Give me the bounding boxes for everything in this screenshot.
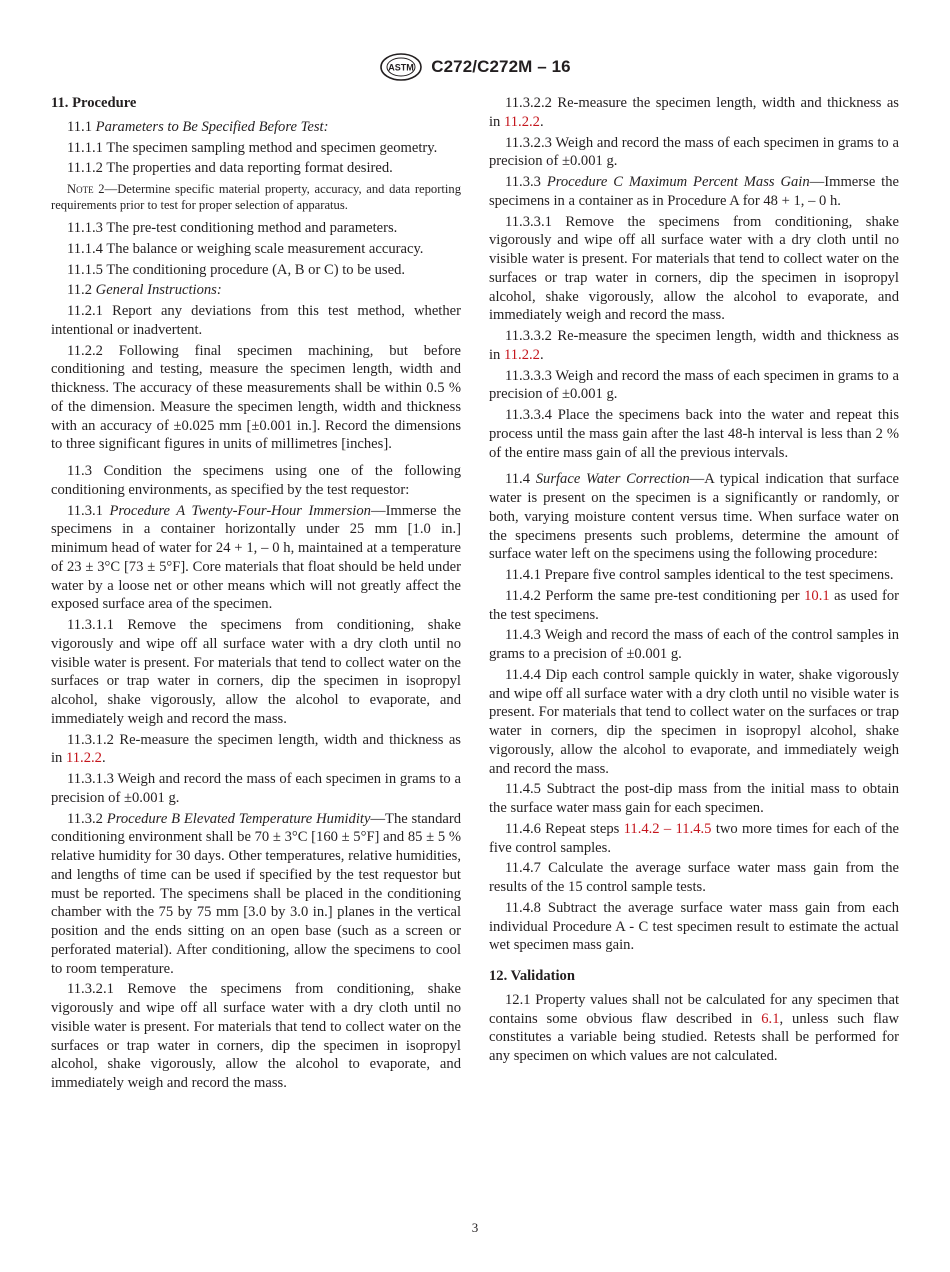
astm-logo-icon — [379, 52, 423, 82]
right-column — [489, 94, 899, 1068]
link-10-1[interactable]: 10.1 — [804, 587, 830, 604]
paragraph-11-4-8: 11.4.8 Subtract the average surface water mass gain from each individual Procedure A - C test specimen result to estimate the actual wet specimen mass gain. — [489, 899, 899, 954]
paragraph-11-3-1-3: 11.3.1.3 Weigh and record the mass of each specimen in grams to a precision of ±0.001 g. — [51, 771, 461, 806]
paragraph-11-1-3: 11.1.3 The pre-test conditioning method and parameters. — [67, 220, 398, 236]
paragraph-11-3: 11.3 Condition the specimens using one of the following conditioning environments, as specified by the test requestor: — [51, 463, 461, 498]
link-11-4-2-to-11-4-5[interactable]: 11.4.2 – 11.4.5 — [623, 820, 712, 837]
paragraph-11-1-2: 11.1.2 The properties and data reporting format desired. — [67, 160, 393, 177]
paragraph-11-4-1: 11.4.1 Prepare five control samples identical to the test specimens. — [505, 567, 894, 583]
paragraph-11-3-3-4: 11.3.3.4 Place the specimens back into the water and repeat this process until the mass gain after the last 48-h interval is less than 2 % of the entire mass gain of all the previous intervals. — [489, 407, 899, 461]
paragraph-11-4-4: 11.4.4 Dip each control sample quickly in water, shake vigorously and wipe off all surface water with a dry cloth until no visible water is present. For materials that tend to collect water on the surfaces or trap water in corners, dip the specimen in isopropyl alcohol, shake vigorously, allow the alcohol to evaporate, and immediately weigh and record the mass. — [489, 666, 899, 777]
paragraph-11-3-3-2: 11.3.3.2 Re-measure the specimen length, width and thickness as in 11.2.2. — [489, 328, 899, 363]
paragraph-11-3-2-1: 11.3.2.1 Remove the specimens from conditioning, shake vigorously and wipe off all surface water with a dry cloth until no visible water is present. For materials that tend to collect water on the surfaces or trap water in corners, dip the specimen in isopropyl alcohol, shake vigorously, allow the alcohol to evaporate, and immediately weigh and record the mass. — [51, 981, 461, 1091]
paragraph-11-4-7: 11.4.7 Calculate the average surface water mass gain from the results of the 15 control sample tests. — [489, 860, 899, 895]
note-2: Note 2—Determine specific material property, accuracy, and data reporting requirements prior to test for proper selection of apparatus. — [51, 182, 461, 212]
link-11-2-2[interactable]: 11.2.2 — [66, 750, 102, 767]
paragraph-11-3-1-1: 11.3.1.1 Remove the specimens from conditioning, shake vigorously and wipe off all surface water with a dry cloth until no visible water is present. For materials that tend to collect water on the surfaces or trap water in corners, dip the specimen in isopropyl alcohol, shake vigorously, allow the alcohol to evaporate, and immediately weigh and record the mass. — [51, 617, 461, 727]
left-column — [51, 94, 461, 1095]
paragraph-11-3-3: 11.3.3 Procedure C Maximum Percent Mass Gain—Immerse the specimens in a container as in Procedure A for 48 + 1, – 0 h. — [489, 174, 899, 209]
paragraph-11-2-2: 11.2.2 Following final specimen machining, but before conditioning and testing, measure the specimen length, width and thickness. The accuracy of these measurements shall be within 0.5 % of the dimension. Measure the specimen length, width and thickness with an accuracy of ±0.025 mm [±0.001 in.]. Record the dimensions to three significant figures in units of millimetres [inches]. — [51, 342, 461, 453]
paragraph-11-4-6: 11.4.6 Repeat steps 11.4.2 – 11.4.5 two more times for each of the five control samples. — [489, 820, 900, 856]
paragraph-11-3-2-3: 11.3.2.3 Weigh and record the mass of each specimen in grams to a precision of ±0.001 g. — [489, 134, 899, 170]
paragraph-11-3-1-2: 11.3.1.2 Re-measure the specimen length, width and thickness as in 11.2.2. — [51, 731, 461, 767]
paragraph-11-2-1: 11.2.1 Report any deviations from this test method, whether intentional or inadvertent. — [51, 303, 461, 338]
paragraph-11-3-3-1: 11.3.3.1 Remove the specimens from conditioning, shake vigorously and wipe off all surface water with a dry cloth until no visible water is present. For materials that tend to collect water on the surfaces or trap water in corners, dip the specimen in isopropyl alcohol, shake vigorously, allow the alcohol to evaporate, and immediately weigh and record the mass. — [489, 213, 899, 324]
paragraph-11-4-3: 11.4.3 Weigh and record the mass of each of the control samples in grams to a precision of ±0.001 g. — [489, 627, 899, 662]
paragraph-11-1-4: 11.1.4 The balance or weighing scale measurement accuracy. — [67, 240, 424, 257]
paragraph-11-1: 11.1 Parameters to Be Specified Before Test: — [67, 118, 329, 135]
paragraph-11-4: 11.4 Surface Water Correction—A typical indication that surface water is present on the specimen is a significantly or randomly, or both, varying moisture content versus time. When surface water on the specimens presents such problems, determine the amount of surface water left on the specimens using the following procedure: — [489, 471, 899, 563]
logo-text: ASTM — [388, 62, 414, 73]
link-11-2-2[interactable]: 11.2.2 — [504, 346, 540, 363]
paragraph-11-2: 11.2 General Instructions: — [67, 282, 222, 299]
link-11-2-2[interactable]: 11.2.2 — [504, 113, 540, 130]
paragraph-12-1: 12.1 Property values shall not be calculated for any specimen that contains some obvious flaw described in 6.1, unless such flaw constitutes a variable being studied. Retests shall be performed for any specimen on which values are not calculated. — [489, 991, 900, 1064]
paragraph-11-3-2-2: 11.3.2.2 Re-measure the specimen length, width and thickness as in 11.2.2. — [489, 95, 899, 130]
paragraph-11-3-3-3: 11.3.3.3 Weigh and record the mass of each specimen in grams to a precision of ±0.001 g. — [489, 367, 899, 403]
paragraph-11-4-5: 11.4.5 Subtract the post-dip mass from the initial mass to obtain the surface water mass gain for each specimen. — [489, 781, 899, 816]
paragraph-11-4-2: 11.4.2 Perform the same pre-test conditioning per 10.1 as used for the test specimens. — [489, 587, 899, 623]
paragraph-11-1-1: 11.1.1 The specimen sampling method and specimen geometry. — [67, 139, 438, 156]
page-number: 3 — [471, 1220, 479, 1235]
link-6-1[interactable]: 6.1 — [761, 1010, 780, 1027]
page-header — [0, 52, 950, 86]
paragraph-11-3-2: 11.3.2 Procedure B Elevated Temperature Humidity—The standard conditioning environment shall be 70 ± 3°C [160 ± 5°F] and 85 ± 5 % relative humidity for 30 days. Other temperatures, relative humidities, and lengths of time can be used if specified by the test requestor but must be reported. The specimens shall be placed in the conditioning chamber with the 75 by 75 mm [3.0 by 3.0 in.] planes in the vertical position and the ends sitting on an open base (such as a screen or perforated material). After conditioning, allow the specimens to cool to room temperature. — [51, 810, 461, 977]
paragraph-11-3-1: 11.3.1 Procedure A Twenty-Four-Hour Immersion—Immerse the specimens in a container horizontally under 25 mm [1.0 in.] minimum head of water for 24 + 1, – 0 h, maintained at a temperature of 23 ± 3°C [73 ± 5°F]. Core materials that float should be held under water by a loose net or other means which will not greatly affect the exposed surface area of the specimen. — [51, 502, 461, 613]
document-designation: C272/C272M – 16 — [431, 57, 571, 76]
section-11-heading: 11. Procedure — [51, 95, 137, 111]
paragraph-11-1-5: 11.1.5 The conditioning procedure (A, B or C) to be used. — [67, 261, 406, 278]
section-12-heading: 12. Validation — [489, 968, 575, 984]
